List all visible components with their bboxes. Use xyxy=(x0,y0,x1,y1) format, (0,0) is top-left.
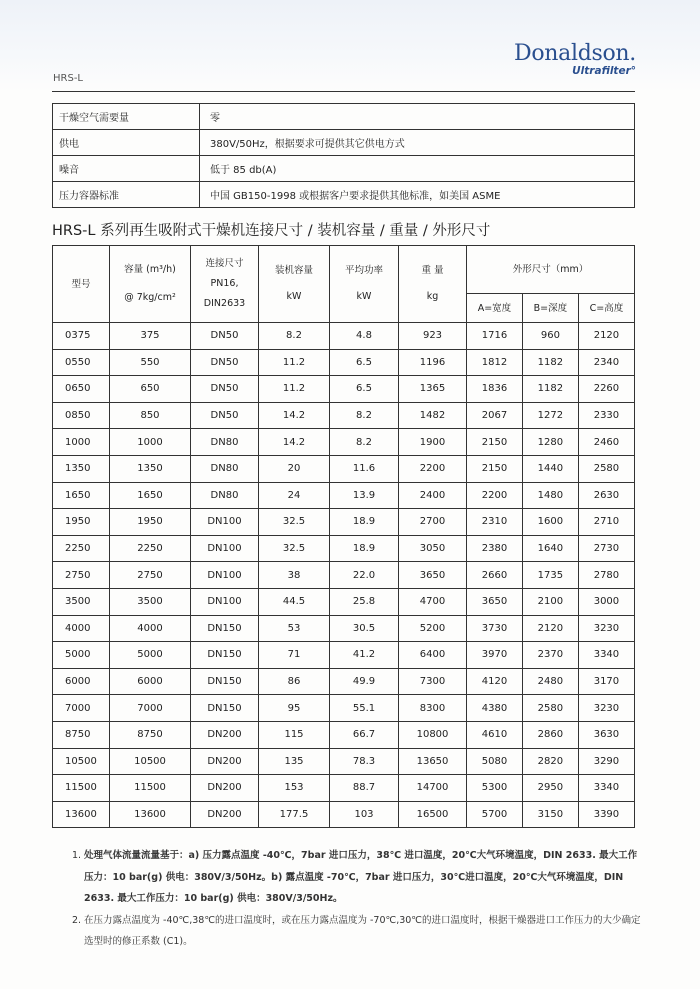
cell-dim-a: 3730 xyxy=(467,615,523,642)
cell-weight: 2700 xyxy=(399,509,467,536)
cell-weight: 2400 xyxy=(399,482,467,509)
cell-connection: DN100 xyxy=(191,535,259,562)
cell-dim-a: 3970 xyxy=(467,642,523,669)
cell-dim-a: 2150 xyxy=(467,455,523,482)
cell-weight: 1365 xyxy=(399,376,467,403)
cell-capacity: 13600 xyxy=(110,801,191,828)
cell-capacity: 1350 xyxy=(110,455,191,482)
cell-installed-kw: 14.2 xyxy=(259,429,330,456)
cell-capacity: 6000 xyxy=(110,668,191,695)
cell-avg-kw: 13.9 xyxy=(330,482,399,509)
cell-installed-kw: 38 xyxy=(259,562,330,589)
cell-avg-kw: 78.3 xyxy=(330,748,399,775)
col-model: 型号 xyxy=(53,246,110,323)
cell-connection: DN150 xyxy=(191,615,259,642)
cell-avg-kw: 88.7 xyxy=(330,775,399,802)
footnote-1-text: 处理气体流量流量基于：a) 压力露点温度 -40℃，7bar 进口压力，38℃ 进口温度，20℃大气环境温度，DIN 2633. 最大工作压力：10 bar(g) 供电：380V/3/50Hz。b) 露点温度 -70℃，7bar 进口压力，30℃进口温度，20℃大气环境温度，DIN 2633. 最大工作压力：10 bar(g) 供电：380V/3/50Hz。 xyxy=(84,850,638,904)
cell-capacity: 1950 xyxy=(110,509,191,536)
cell-installed-kw: 71 xyxy=(259,642,330,669)
cell-avg-kw: 66.7 xyxy=(330,721,399,748)
cell-dim-a: 4380 xyxy=(467,695,523,722)
cell-weight: 10800 xyxy=(399,721,467,748)
cell-model: 4000 xyxy=(53,615,110,642)
cell-connection: DN200 xyxy=(191,748,259,775)
cell-avg-kw: 25.8 xyxy=(330,588,399,615)
brand-name: Donaldson. xyxy=(514,41,636,66)
cell-dim-a: 2150 xyxy=(467,429,523,456)
cell-weight: 923 xyxy=(399,323,467,350)
cell-installed-kw: 20 xyxy=(259,455,330,482)
section-title: HRS-L 系列再生吸附式干燥机连接尺寸 / 装机容量 / 重量 / 外形尺寸 xyxy=(52,223,491,239)
cell-capacity: 3500 xyxy=(110,588,191,615)
cell-capacity: 550 xyxy=(110,349,191,376)
cell-model: 8750 xyxy=(53,721,110,748)
cell-installed-kw: 32.5 xyxy=(259,509,330,536)
spec-row xyxy=(53,104,635,130)
brand-logo xyxy=(514,42,636,78)
cell-dim-a: 2380 xyxy=(467,535,523,562)
cell-weight: 1900 xyxy=(399,429,467,456)
cell-dim-b: 2100 xyxy=(522,588,578,615)
footnote-2: 2. 在压力露点温度为 -40℃,38℃的进口温度时，或在压力露点温度为 -70℃,30℃的进口温度时，根据干燥器进口工作压力的大少确定选型时的修正系数 (C1)。 xyxy=(72,914,641,947)
cell-model: 1650 xyxy=(53,482,110,509)
cell-model: 6000 xyxy=(53,668,110,695)
cell-dim-c: 3290 xyxy=(578,748,634,775)
cell-dim-c: 3630 xyxy=(578,721,634,748)
cell-dim-a: 4120 xyxy=(467,668,523,695)
cell-dim-a: 5700 xyxy=(467,801,523,828)
cell-dim-a: 5300 xyxy=(467,775,523,802)
doc-tag: HRS-L xyxy=(53,73,83,84)
cell-weight: 4700 xyxy=(399,588,467,615)
cell-avg-kw: 41.2 xyxy=(330,642,399,669)
cell-dim-b: 3150 xyxy=(522,801,578,828)
cell-connection: DN100 xyxy=(191,588,259,615)
cell-dim-b: 960 xyxy=(522,323,578,350)
cell-dim-c: 2730 xyxy=(578,535,634,562)
spec-value: 中国 GB150-1998 或根据客户要求提供其他标准，如美国 ASME xyxy=(200,182,635,208)
cell-installed-kw: 32.5 xyxy=(259,535,330,562)
cell-weight: 7300 xyxy=(399,668,467,695)
cell-weight: 2200 xyxy=(399,455,467,482)
cell-dim-c: 3230 xyxy=(578,695,634,722)
col-dim-b: B=深度 xyxy=(522,294,578,323)
cell-weight: 3650 xyxy=(399,562,467,589)
cell-weight: 1196 xyxy=(399,349,467,376)
cell-capacity: 850 xyxy=(110,402,191,429)
cell-dim-b: 2860 xyxy=(522,721,578,748)
cell-weight: 8300 xyxy=(399,695,467,722)
cell-dim-c: 2260 xyxy=(578,376,634,403)
cell-dim-b: 2480 xyxy=(522,668,578,695)
cell-connection: DN200 xyxy=(191,801,259,828)
table-row xyxy=(53,615,635,642)
cell-avg-kw: 18.9 xyxy=(330,535,399,562)
table-header xyxy=(53,246,635,323)
cell-dim-c: 2710 xyxy=(578,509,634,536)
table-row xyxy=(53,349,635,376)
cell-installed-kw: 44.5 xyxy=(259,588,330,615)
col-weight: 重 量 kg xyxy=(399,246,467,323)
cell-connection: DN200 xyxy=(191,721,259,748)
table-row xyxy=(53,562,635,589)
cell-dim-b: 1640 xyxy=(522,535,578,562)
cell-avg-kw: 11.6 xyxy=(330,455,399,482)
cell-dim-b: 2820 xyxy=(522,748,578,775)
cell-dim-c: 2630 xyxy=(578,482,634,509)
cell-connection: DN150 xyxy=(191,668,259,695)
cell-capacity: 7000 xyxy=(110,695,191,722)
cell-dim-c: 3000 xyxy=(578,588,634,615)
cell-model: 1350 xyxy=(53,455,110,482)
cell-dim-c: 3390 xyxy=(578,801,634,828)
cell-dim-b: 1182 xyxy=(522,349,578,376)
table-row xyxy=(53,801,635,828)
cell-dim-c: 2340 xyxy=(578,349,634,376)
cell-capacity: 1650 xyxy=(110,482,191,509)
table-row xyxy=(53,482,635,509)
table-row xyxy=(53,323,635,350)
cell-dim-c: 3230 xyxy=(578,615,634,642)
table-row xyxy=(53,509,635,536)
cell-connection: DN80 xyxy=(191,482,259,509)
cell-capacity: 650 xyxy=(110,376,191,403)
cell-model: 3500 xyxy=(53,588,110,615)
cell-connection: DN50 xyxy=(191,323,259,350)
cell-dim-b: 2950 xyxy=(522,775,578,802)
col-installed: 装机容量 kW xyxy=(259,246,330,323)
cell-avg-kw: 103 xyxy=(330,801,399,828)
cell-model: 11500 xyxy=(53,775,110,802)
cell-dim-b: 2370 xyxy=(522,642,578,669)
cell-dim-b: 2120 xyxy=(522,615,578,642)
cell-connection: DN150 xyxy=(191,642,259,669)
brand-subname: Ultrafilter° xyxy=(572,65,636,77)
spec-key: 压力容器标准 xyxy=(53,182,200,208)
table-row xyxy=(53,402,635,429)
cell-connection: DN50 xyxy=(191,376,259,403)
cell-dim-a: 2660 xyxy=(467,562,523,589)
table-row xyxy=(53,429,635,456)
cell-model: 7000 xyxy=(53,695,110,722)
cell-model: 13600 xyxy=(53,801,110,828)
cell-avg-kw: 55.1 xyxy=(330,695,399,722)
cell-avg-kw: 6.5 xyxy=(330,349,399,376)
cell-avg-kw: 8.2 xyxy=(330,429,399,456)
col-dim-c: C=高度 xyxy=(578,294,634,323)
spec-row xyxy=(53,130,635,156)
cell-capacity: 5000 xyxy=(110,642,191,669)
cell-capacity: 1000 xyxy=(110,429,191,456)
cell-dim-a: 1836 xyxy=(467,376,523,403)
cell-weight: 13650 xyxy=(399,748,467,775)
cell-installed-kw: 177.5 xyxy=(259,801,330,828)
cell-connection: DN80 xyxy=(191,455,259,482)
col-connection: 连接尺寸 PN16, DIN2633 xyxy=(191,246,259,323)
cell-dim-b: 1440 xyxy=(522,455,578,482)
cell-installed-kw: 14.2 xyxy=(259,402,330,429)
cell-avg-kw: 49.9 xyxy=(330,668,399,695)
cell-installed-kw: 53 xyxy=(259,615,330,642)
cell-installed-kw: 95 xyxy=(259,695,330,722)
cell-dim-c: 2460 xyxy=(578,429,634,456)
cell-dim-b: 1272 xyxy=(522,402,578,429)
cell-dim-c: 2120 xyxy=(578,323,634,350)
footnotes xyxy=(72,845,642,953)
cell-model: 0375 xyxy=(53,323,110,350)
cell-connection: DN50 xyxy=(191,402,259,429)
cell-installed-kw: 11.2 xyxy=(259,376,330,403)
cell-dim-b: 2580 xyxy=(522,695,578,722)
table-row xyxy=(53,588,635,615)
cell-avg-kw: 30.5 xyxy=(330,615,399,642)
cell-dim-a: 4610 xyxy=(467,721,523,748)
cell-connection: DN200 xyxy=(191,775,259,802)
cell-dim-a: 5080 xyxy=(467,748,523,775)
cell-installed-kw: 24 xyxy=(259,482,330,509)
cell-dim-a: 1716 xyxy=(467,323,523,350)
cell-weight: 14700 xyxy=(399,775,467,802)
dimensions-table xyxy=(52,245,635,828)
cell-model: 1950 xyxy=(53,509,110,536)
table-row xyxy=(53,748,635,775)
cell-dim-c: 3170 xyxy=(578,668,634,695)
cell-dim-a: 1812 xyxy=(467,349,523,376)
table-row xyxy=(53,695,635,722)
cell-dim-a: 2067 xyxy=(467,402,523,429)
spec-key: 噪音 xyxy=(53,156,200,182)
spec-row xyxy=(53,182,635,208)
cell-model: 0650 xyxy=(53,376,110,403)
cell-model: 0550 xyxy=(53,349,110,376)
cell-dim-b: 1280 xyxy=(522,429,578,456)
cell-model: 5000 xyxy=(53,642,110,669)
cell-dim-a: 2200 xyxy=(467,482,523,509)
cell-installed-kw: 11.2 xyxy=(259,349,330,376)
cell-dim-b: 1600 xyxy=(522,509,578,536)
cell-model: 2750 xyxy=(53,562,110,589)
header-divider xyxy=(52,91,635,92)
table-row xyxy=(53,668,635,695)
cell-avg-kw: 18.9 xyxy=(330,509,399,536)
cell-dim-b: 1480 xyxy=(522,482,578,509)
table-row xyxy=(53,376,635,403)
cell-connection: DN100 xyxy=(191,509,259,536)
col-dim-a: A=宽度 xyxy=(467,294,523,323)
cell-installed-kw: 135 xyxy=(259,748,330,775)
cell-connection: DN100 xyxy=(191,562,259,589)
cell-installed-kw: 153 xyxy=(259,775,330,802)
cell-model: 1000 xyxy=(53,429,110,456)
table-row xyxy=(53,535,635,562)
cell-dim-b: 1182 xyxy=(522,376,578,403)
table-row xyxy=(53,642,635,669)
cell-capacity: 11500 xyxy=(110,775,191,802)
cell-model: 2250 xyxy=(53,535,110,562)
cell-connection: DN80 xyxy=(191,429,259,456)
spec-key: 干燥空气需要量 xyxy=(53,104,200,130)
cell-model: 10500 xyxy=(53,748,110,775)
cell-capacity: 8750 xyxy=(110,721,191,748)
table-row xyxy=(53,455,635,482)
footnote-2-text: 在压力露点温度为 -40℃,38℃的进口温度时，或在压力露点温度为 -70℃,30℃的进口温度时，根据干燥器进口工作压力的大少确定选型时的修正系数 (C1)。 xyxy=(84,914,641,947)
spec-key: 供电 xyxy=(53,130,200,156)
cell-capacity: 375 xyxy=(110,323,191,350)
col-dims-group: 外形尺寸（mm） xyxy=(467,246,635,294)
cell-dim-c: 3340 xyxy=(578,642,634,669)
cell-capacity: 10500 xyxy=(110,748,191,775)
cell-weight: 3050 xyxy=(399,535,467,562)
cell-dim-b: 1735 xyxy=(522,562,578,589)
cell-connection: DN150 xyxy=(191,695,259,722)
cell-avg-kw: 4.8 xyxy=(330,323,399,350)
col-capacity: 容量 (m³/h) @ 7kg/cm² xyxy=(110,246,191,323)
cell-weight: 6400 xyxy=(399,642,467,669)
spec-value: 380V/50Hz，根据要求可提供其它供电方式 xyxy=(200,130,635,156)
cell-capacity: 4000 xyxy=(110,615,191,642)
cell-capacity: 2750 xyxy=(110,562,191,589)
cell-avg-kw: 22.0 xyxy=(330,562,399,589)
cell-avg-kw: 6.5 xyxy=(330,376,399,403)
cell-connection: DN50 xyxy=(191,349,259,376)
col-avgpower: 平均功率 kW xyxy=(330,246,399,323)
table-row xyxy=(53,775,635,802)
cell-dim-a: 2310 xyxy=(467,509,523,536)
table-row xyxy=(53,721,635,748)
cell-dim-c: 2330 xyxy=(578,402,634,429)
cell-dim-c: 3340 xyxy=(578,775,634,802)
spec-value: 零 xyxy=(200,104,635,130)
cell-weight: 5200 xyxy=(399,615,467,642)
spec-table xyxy=(52,103,635,208)
cell-avg-kw: 8.2 xyxy=(330,402,399,429)
cell-dim-c: 2580 xyxy=(578,455,634,482)
spec-value: 低于 85 db(A) xyxy=(200,156,635,182)
cell-dim-c: 2780 xyxy=(578,562,634,589)
footnote-1: 1. 处理气体流量流量基于：a) 压力露点温度 -40℃，7bar 进口压力，38℃ 进口温度，20℃大气环境温度，DIN 2633. 最大工作压力：10 bar(g) 供电：380V/3/50Hz。b) 露点温度 -70℃，7bar 进口压力，30℃进口温度，20℃大气环境温度，DIN 2633. 最大工作压力：10 bar(g) 供电：380V/3/50Hz。 xyxy=(72,850,638,904)
cell-installed-kw: 115 xyxy=(259,721,330,748)
cell-model: 0850 xyxy=(53,402,110,429)
cell-installed-kw: 8.2 xyxy=(259,323,330,350)
cell-installed-kw: 86 xyxy=(259,668,330,695)
cell-capacity: 2250 xyxy=(110,535,191,562)
cell-weight: 1482 xyxy=(399,402,467,429)
cell-dim-a: 3650 xyxy=(467,588,523,615)
cell-weight: 16500 xyxy=(399,801,467,828)
spec-row xyxy=(53,156,635,182)
